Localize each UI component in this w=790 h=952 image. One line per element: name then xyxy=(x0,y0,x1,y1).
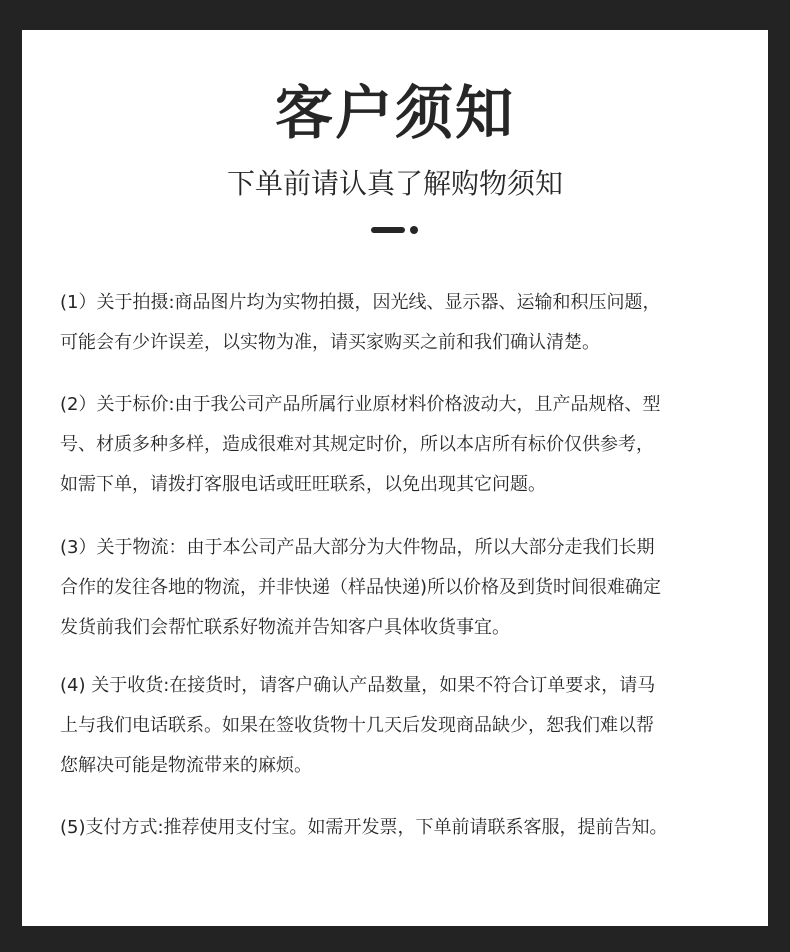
divider-dot xyxy=(410,226,418,234)
notice-item-payment xyxy=(60,808,740,848)
notice-line: (4) 关于收货:在接货时，请客户确认产品数量，如果不符合订单要求，请马 xyxy=(60,675,656,696)
notice-line: (3）关于物流：由于本公司产品大部分为大件物品，所以大部分走我们长期 xyxy=(60,537,655,558)
notice-line: (1）关于拍摄:商品图片均为实物拍摄，因光线、显示器、运输和积压问题， xyxy=(60,292,661,313)
notice-line: 上与我们电话联系。如果在签收货物十几天后发现商品缺少，恕我们难以帮 xyxy=(60,715,654,736)
page-subtitle: 下单前请认真了解购物须知 xyxy=(226,167,563,200)
notice-line: 合作的发往各地的物流，并非快递（样品快递)所以价格及到货时间很难确定 xyxy=(60,577,662,598)
divider-bar xyxy=(371,227,405,233)
notice-line: 如需下单，请拨打客服电话或旺旺联系，以免出现其它问题。 xyxy=(60,474,546,495)
notice-line: 号、材质多种多样，造成很难对其规定时价，所以本店所有标价仅供参考， xyxy=(60,434,654,455)
notice-line: (2）关于标价:由于我公司产品所属行业原材料价格波动大，且产品规格、型 xyxy=(60,394,661,415)
notice-line: 发货前我们会帮忙联系好物流并告知客户具体收货事宜。 xyxy=(60,617,510,638)
notice-item-logistics xyxy=(60,528,740,648)
page-title: 客户须知 xyxy=(274,79,515,147)
notice-item-pricing xyxy=(60,385,740,505)
notice-line: 可能会有少许误差，以实物为准，请买家购买之前和我们确认清楚。 xyxy=(60,332,600,353)
notice-item-photography xyxy=(60,283,740,363)
notice-line: 您解决可能是物流带来的麻烦。 xyxy=(60,755,312,776)
notice-line: (5)支付方式:推荐使用支付宝。如需开发票，下单前请联系客服，提前告知。 xyxy=(60,817,668,838)
notice-item-receiving xyxy=(60,666,740,786)
